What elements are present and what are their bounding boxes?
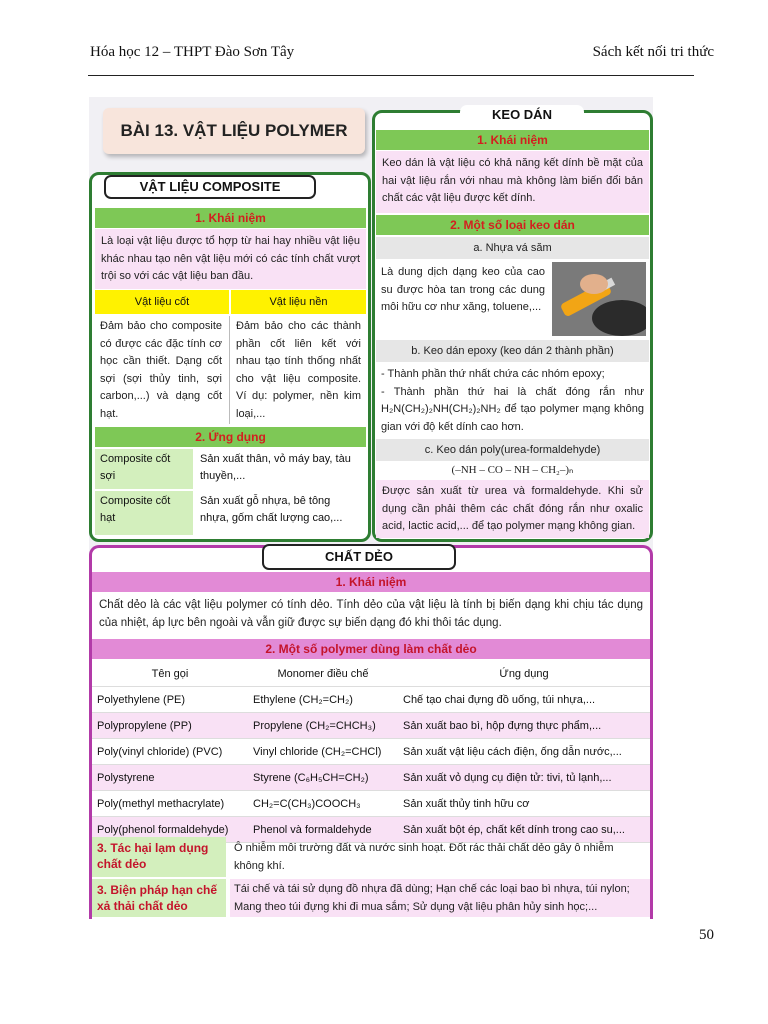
table-row [92,765,650,791]
header-rule [88,75,694,76]
table-row [92,687,650,713]
polymer-use: Sản xuất bao bì, hộp đựng thực phẩm,... [398,713,650,739]
polymer-name: Polystyrene [92,765,248,791]
polymer-monomer: Ethylene (CH₂=CH₂) [248,687,398,713]
table-row [92,791,650,817]
plastic-solution-label: 3. Biện pháp hạn chế xả thải chất dẻo [92,879,226,917]
polymer-name: Polypropylene (PP) [92,713,248,739]
glue-type-b-line2 [381,384,644,437]
polymer-use: Sản xuất thủy tinh hữu cơ [398,791,650,817]
polymer-use: Sản xuất vật liệu cách điện, ống dẫn nước,... [398,739,650,765]
composite-app2-use: Sản xuất gỗ nhựa, bê tông nhựa, gốm chất lượng cao,... [200,495,343,524]
lesson-title: BÀI 13. VẬT LIỆU POLYMER [120,121,348,140]
column-header-name: Tên gọi [92,661,248,687]
polymer-table-header [92,661,650,687]
composite-tab: VẬT LIỆU COMPOSITE [104,175,316,199]
polymer-monomer: Phenol và formaldehyde [248,817,398,843]
polymer-monomer: Vinyl chloride (CH₂=CHCl) [248,739,398,765]
column-header-use: Ứng dụng [398,661,650,687]
composite-col1-text: Đảm bảo cho composite có được các đặc tính cơ học cần thiết. Dạng cốt sợi (sợi thủy tinh, sợi carbon,...) và dạng cốt hạt. [100,320,222,420]
table-row [92,713,650,739]
composite-col1-heading: Vật liệu cốt [95,290,229,314]
composite-concept-text: Là loại vật liệu được tổ hợp từ hai hay nhiều vật liệu khác nhau tạo nên vật liệu mới có các tính chất vượt trội so với các vật liệu ban đầu. [95,229,366,289]
plastic-harm-text: Ô nhiễm môi trường đất và nước sinh hoạt. Đốt rác thải chất dẻo gây ô nhiễm không khí. [234,842,614,872]
polymer-name: Poly(methyl methacrylate) [92,791,248,817]
polymer-use: Chế tạo chai đựng đồ uống, túi nhựa,... [398,687,650,713]
glue-type-c-text: Được sản xuất từ urea và formaldehyde. Khi sử dụng cần phải thêm các chất đóng rắn như oxalic acid, lactic acid,... để tạo polymer mạng không gian. [376,480,649,538]
glue-type-c-heading: c. Keo dán poly(urea-formaldehyde) [376,439,649,461]
plastic-harm-label: 3. Tác hại lạm dụng chất dẻo [92,837,226,877]
plastic-solution-text: Tái chế và tái sử dụng đồ nhựa đã dùng; Hạn chế các loại bao bì nhựa, túi nylon; Mang theo túi đựng khi đi mua sắm; Sử dụng vật liệu phân hủy sinh học;... [230,879,650,917]
glue-type-b-heading: b. Keo dán epoxy (keo dán 2 thành phần) [376,340,649,362]
composite-app-heading: 2. Ứng dụng [95,427,366,447]
plastic-concept-text: Chất dẻo là các vật liệu polymer có tính dẻo. Tính dẻo của vật liệu là tính bị biến dạng khi chịu tác dụng của nhiệt, áp lực bên ngoài và vẫn giữ được sự biến dạng đó khi thôi tác dụng. [99,599,643,629]
polymer-table [92,661,650,843]
glue-type-a-heading: a. Nhựa vá săm [376,237,649,259]
glue-tab: KEO DÁN [460,105,584,125]
plastic-tab: CHẤT DẺO [262,544,456,570]
header-left: Hóa học 12 – THPT Đào Sơn Tây [90,44,295,60]
composite-app1-use: Sản xuất thân, vỏ máy bay, tàu thuyền,... [200,453,351,482]
glue-type-b-line2-start: - Thành phần thứ hai là chất đóng rắn như [381,385,644,398]
page-number: 50 [699,927,714,943]
composite-col2-text: Đảm bảo cho các thành phần cốt liên kết với nhau tạo tính thống nhất cho vật liệu composite. Ví dụ: polymer, nền kim loại,... [236,320,361,420]
polymer-use: Sản xuất vỏ dụng cụ điện tử: tivi, tủ lạnh,... [398,765,650,791]
composite-col-divider [229,316,230,424]
composite-concept-heading: 1. Khái niệm [95,208,366,228]
glue-types-heading: 2. Một số loại keo dán [376,215,649,235]
polymer-monomer: Styrene (C₆H₅CH=CH₂) [248,765,398,791]
header-right: Sách kết nối tri thức [592,44,714,60]
glue-hardener-formula: H₂N(CH₂)₂NH(CH₂)₂NH₂ [381,403,501,415]
glue-type-b-line1: - Thành phần thứ nhất chứa các nhóm epoxy; [381,368,605,380]
lesson-title-box [103,108,365,154]
polymer-use: Sản xuất bột ép, chất kết dính trong cao su,... [398,817,650,843]
polymer-monomer: CH₂=C(CH₃)COOCH₃ [248,791,398,817]
polymer-name: Poly(phenol formaldehyde) [92,817,248,843]
urea-formaldehyde-formula: (–NH – CO – NH – CH₂–)ₙ [451,464,574,476]
table-row [92,739,650,765]
column-header-monomer: Monomer điều chế [248,661,398,687]
plastic-concept-heading: 1. Khái niệm [92,572,650,592]
glue-concept-text: Keo dán là vật liệu có khả năng kết dính bề mặt của hai vật liệu rắn với nhau mà không làm biến đổi bản chất các vật liệu được kết dính. [376,151,649,213]
glue-type-b-text [378,366,647,436]
glue-type-b-line2-end: để tạo polymer mạng không gian với độ kết dính cao hơn. [381,403,644,433]
polymer-monomer: Propylene (CH₂=CHCH₃) [248,713,398,739]
glue-concept-heading: 1. Khái niệm [376,130,649,150]
polymer-name: Poly(vinyl chloride) (PVC) [92,739,248,765]
glue-type-a-text: Là dung dịch dạng keo của cao su được hòa tan trong các dung môi hữu cơ như xăng, toluene,... [381,266,545,313]
plastic-list-heading: 2. Một số polymer dùng làm chất dẻo [92,639,650,659]
composite-col2-heading: Vật liệu nền [231,290,366,314]
glue-tube-photo [552,262,646,336]
polymer-name: Polyethylene (PE) [92,687,248,713]
composite-app1-name: Composite cốt sợi [95,449,193,489]
composite-app2-name: Composite cốt hạt [95,491,193,535]
